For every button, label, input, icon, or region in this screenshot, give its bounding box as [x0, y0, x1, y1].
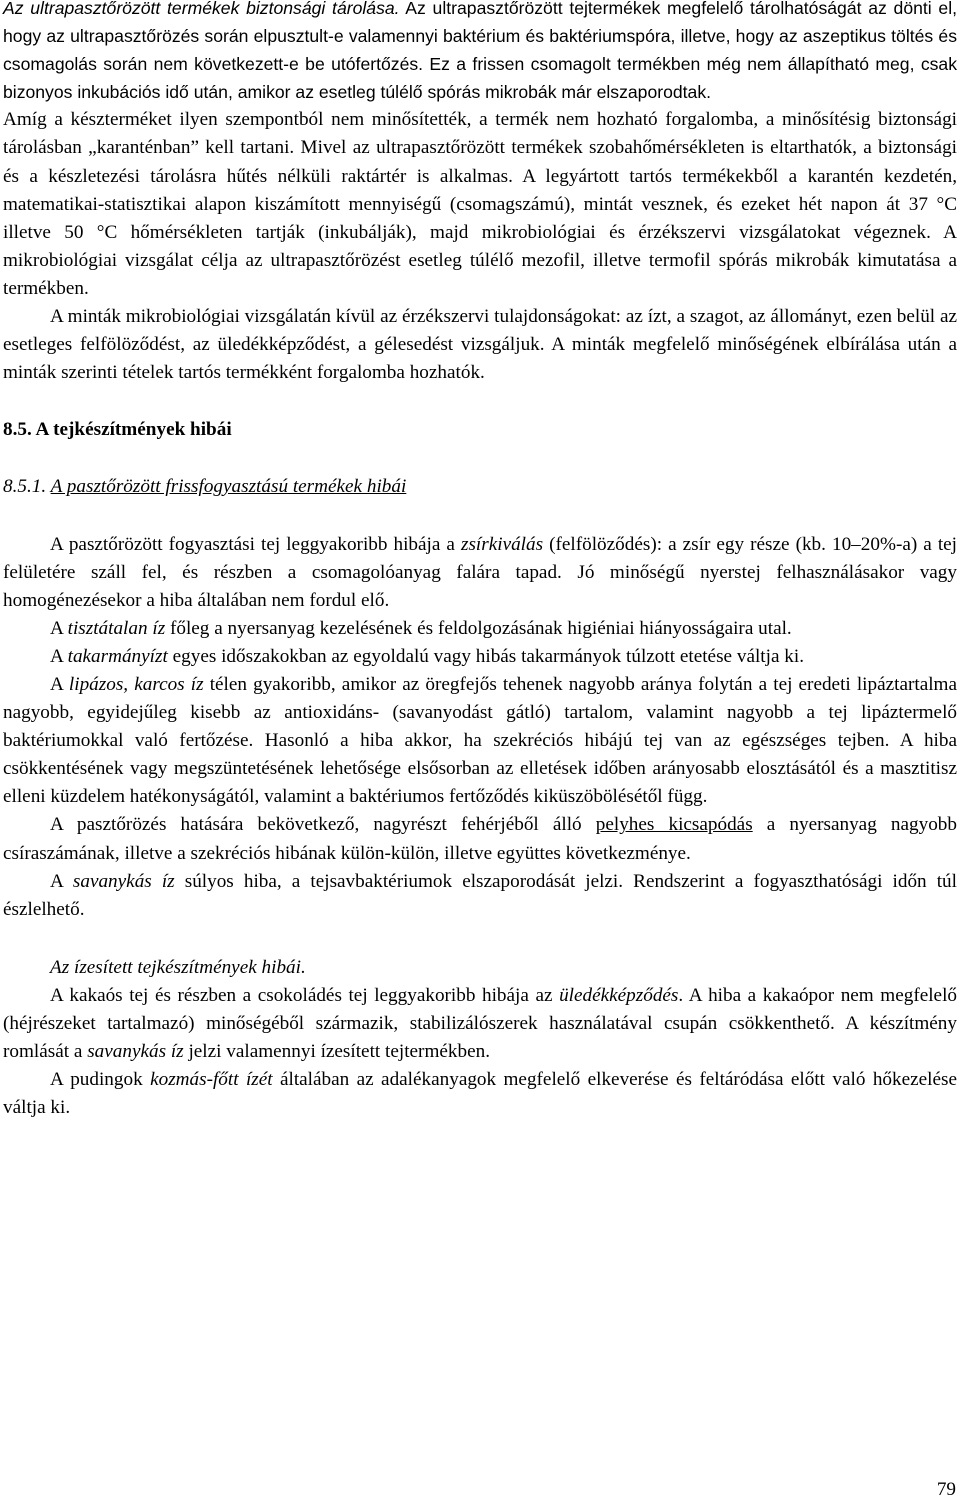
- storage-paragraph: [3, 0, 957, 106]
- defect-term: savanykás íz: [72, 870, 175, 892]
- defect-text: télen gyakoribb, amikor az öregfejős tehenek nagyobb aránya folytán a tej eredeti lipáztartalma nagyobb, egyidejűleg kisebb az antioxidáns- (savanyodást gátló) tartalom, valamint nagyobb a tej lipáztermelő baktériumokkal való fertőzése. Hasonló a hiba akkor, ha szekréciós hibájú tej van az egészséges tejben. A hiba csökkentésének vagy megszüntetésének lehetősége elsősorban az elletések időben arányosabb elosztásától és a masztitisz elleni küzdelem hatékonyságától, valamint a baktériumos fertőződés kiküszöbölésétől függ.: [3, 673, 957, 808]
- defect-feed-taste: [3, 643, 957, 671]
- flavored-text: A kakaós tej és részben a csokoládés tej leggyakoribb hibája az: [50, 984, 560, 1006]
- defect-term: zsírkiválás: [460, 533, 544, 555]
- flavored-text: általában az adalékanyagok megfelelő elkeverése és feltáródása előtt való hőkezelése váltja ki.: [3, 1069, 957, 1119]
- flavored-text: A pudingok: [50, 1069, 151, 1091]
- sensory-paragraph: [3, 303, 957, 387]
- defect-text: A pasztőrözés hatására bekövetkező, nagyrészt fehérjéből álló: [50, 814, 596, 836]
- flavored-text: jelzi valamennyi ízesített tejtermékben.: [183, 1041, 490, 1063]
- defect-term: takarmányízt: [67, 645, 168, 667]
- body-text: [3, 0, 957, 1122]
- defect-text: A: [50, 645, 68, 667]
- defect-text: súlyos hiba, a tejsavbaktériumok elszaporodását jelzi. Rendszerint a fogyaszthatósági időn túl észlelhető.: [3, 870, 957, 920]
- flavored-paragraph-2: [3, 1066, 957, 1122]
- defect-text: A: [50, 673, 69, 695]
- subsection-heading: [3, 473, 957, 501]
- flavored-term: üledékképződés: [559, 984, 679, 1006]
- flavored-text: . A hiba a kakaópor nem megfelelő (héjrészeket tartalmazó) minőségéből származik, stabilizálószerek használatával csupán csökkenthető. A készítmény romlását a: [3, 984, 957, 1063]
- defect-term: tisztátalan íz: [67, 617, 166, 639]
- defect-lipase-taste: [3, 671, 957, 811]
- defect-text: főleg a nyersanyag kezelésének és feldolgozásának higiéniai hiányosságaira utal.: [165, 617, 792, 639]
- storage-text-2: Ez a frissen csomagolt termékben még nem állapítható meg, csak bizonyos inkubációs idő után, amikor az esetleg túlélő spórás mikrobák már elszaporodtak.: [3, 54, 957, 103]
- defect-term: lipázos, karcos íz: [68, 673, 204, 695]
- quarantine-text: Amíg a készterméket ilyen szempontból nem minősítették, a termék nem hozható forgalomba, a minősítésig biztonsági tárolásban „karanténban” kell tartani. Mivel az ultrapasztőrözött termékek szobahőmérsékleten is eltarthatók, a biztonsági és a készletezési tárolásra hűtés nélküli raktártér is alkalmas.: [3, 109, 957, 187]
- flavored-term: kozmás-főtt ízét: [150, 1069, 273, 1091]
- flavored-term: savanykás íz: [87, 1041, 184, 1063]
- section-heading: 8.5. A tejkészítmények hibái: [3, 419, 232, 441]
- defect-text: a nyersanyag nagyobb csíraszámának, illetve a szekréciós hibának külön-külön, illetve együttes következménye.: [3, 814, 957, 864]
- storage-text-1: Az ultrapasztőrözött tejtermékek megfelelő tárolhatóságát az dönti el, hogy az ultrapasztőrözés során elpusztult-e valamennyi baktérium és baktériumspóra, illetve, hogy az aszeptikus töltés és csomagolás során nem következett-e be utófertőzés.: [3, 0, 957, 75]
- defect-fat-separation: [3, 531, 957, 615]
- defect-text: egyes időszakokban az egyoldalú vagy hibás takarmányok túlzott etetése váltja ki.: [167, 645, 804, 667]
- page-number: 79: [936, 1479, 956, 1500]
- subsection-title: A pasztőrözött frissfogyasztású termékek hibái: [50, 476, 407, 498]
- quarantine-paragraph: [3, 106, 957, 303]
- flavored-heading: Az ízesített tejkészítmények hibái.: [50, 956, 306, 978]
- subsection-number: 8.5.1.: [3, 476, 51, 498]
- flavored-paragraph-1: [3, 982, 957, 1066]
- defect-text: A pasztőrözött fogyasztási tej leggyakoribb hibája a: [50, 533, 461, 555]
- sampling-text: A legyártott tartós termékekből a karantén kezdetén, matematikai-statisztikai alapon kiszámított mennyiségű (csomagszámú), mintát vesznek, és ezeket hét napon át 37 °C illetve 50 °C hőmérsékleten tartják (inkubálják), majd mikrobiológiai és érzékszervi vizsgálatokat végeznek. A mikrobiológiai vizsgálat célja az ultrapasztőrözést esetleg túlélő mezofil, illetve termofil spórás mikrobák kimutatása a termékben.: [3, 165, 957, 299]
- defect-text: A: [50, 870, 73, 892]
- storage-title: Az ultrapasztőrözött termékek biztonsági tárolása.: [3, 0, 400, 18]
- defect-impure-taste: [3, 615, 957, 643]
- defect-text: (felfölöződés): a zsír egy része (kb. 10‒20%-a) a tej felületére száll fel, és részben a csomagolóanyag falára tapad. Jó minőségű nyerstej felhasználásakor vagy homogénezésekor a hiba általában nem fordul elő.: [3, 533, 958, 611]
- defect-term: pelyhes kicsapódás: [595, 814, 753, 836]
- defect-sour-taste: [3, 868, 957, 924]
- sensory-text: A minták mikrobiológiai vizsgálatán kívül az érzékszervi tulajdonságokat: az ízt, a szagot, az állományt, ezen belül az esetleges felfölöződést, az üledékképződést, a gélesedést vizsgáljuk. A minták megfelelő minőségének elbírálása után a minták szerinti tételek tartós termékként forgalomba hozhatók.: [3, 306, 957, 384]
- defect-flocculation: [3, 811, 957, 867]
- defect-text: A: [50, 617, 68, 639]
